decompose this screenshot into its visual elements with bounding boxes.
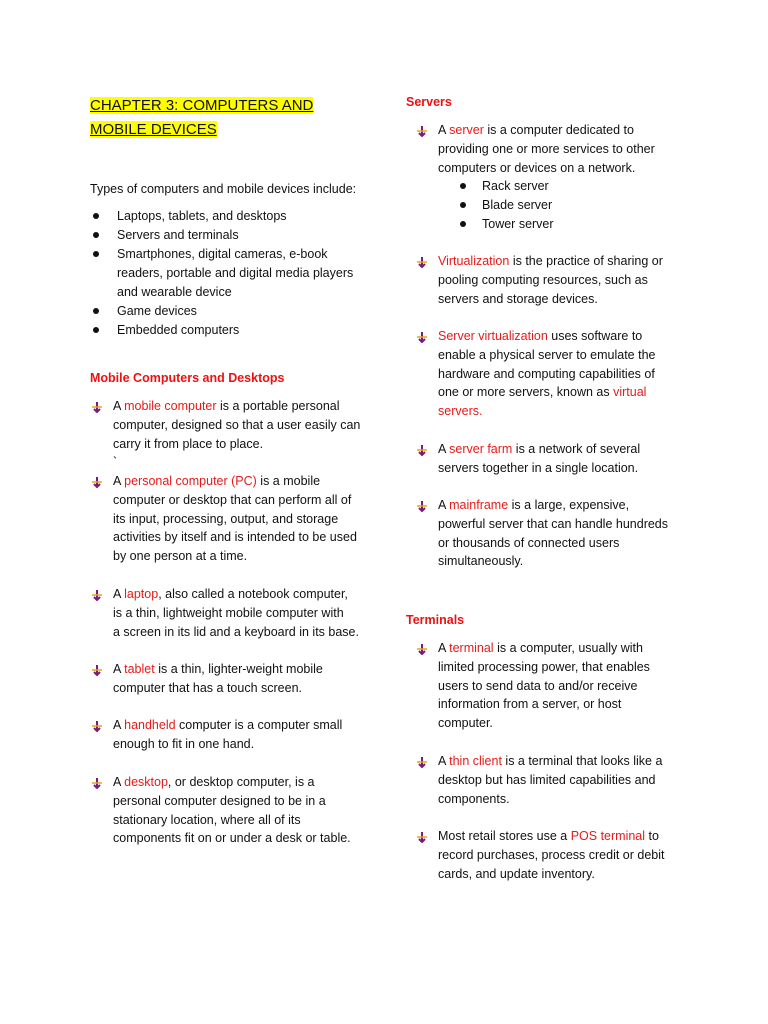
dot-bullet-icon bbox=[93, 251, 99, 257]
arrow-bullet-icon bbox=[91, 777, 103, 789]
pc-paragraph: A personal computer (PC) is a mobile computer or desktop that can perform all of its input, processing, output, and storage activities by itself and is intended to be used by one person at a time. bbox=[113, 472, 375, 566]
list-item: Smartphones, digital cameras, e-book readers, portable and digital media players and wearable device bbox=[90, 245, 353, 302]
list-item: Game devices bbox=[90, 302, 353, 321]
mobile-computer-paragraph: A mobile computer is a portable personal computer, designed so that a user easily can carry it from place to place. ` bbox=[113, 397, 375, 472]
dot-bullet-icon bbox=[93, 308, 99, 314]
server-virtualization-paragraph: Server virtualization uses software to enable a physical server to emulate the hardware and computing capabilities of one or more servers, known as virtual servers. bbox=[438, 327, 686, 421]
laptop-paragraph: A laptop, also called a notebook computer, is a thin, lightweight mobile computer with a screen in its lid and a keyboard in its base. bbox=[113, 585, 375, 641]
arrow-bullet-icon bbox=[91, 476, 103, 488]
list-item: Laptops, tablets, and desktops bbox=[90, 207, 353, 226]
intro-text: Types of computers and mobile devices include: bbox=[90, 182, 357, 196]
list-item: Rack server bbox=[458, 177, 554, 196]
dot-bullet-icon bbox=[93, 327, 99, 333]
types-list bbox=[90, 207, 353, 340]
title-line-2: MOBILE DEVICES bbox=[90, 121, 217, 138]
dot-bullet-icon bbox=[93, 213, 99, 219]
arrow-bullet-icon bbox=[416, 643, 428, 655]
server-paragraph: A server is a computer dedicated to providing one or more services to other computers or devices on a network. bbox=[438, 121, 686, 177]
arrow-bullet-icon bbox=[416, 444, 428, 456]
title-line-1: CHAPTER 3: COMPUTERS AND bbox=[90, 97, 314, 114]
virtualization-paragraph: Virtualization is the practice of sharing or pooling computing resources, such as servers and storage devices. bbox=[438, 252, 686, 308]
pos-paragraph: Most retail stores use a POS terminal to record purchases, process credit or debit cards, and update inventory. bbox=[438, 827, 686, 883]
servers-heading: Servers bbox=[406, 95, 452, 109]
tablet-paragraph: A tablet is a thin, lighter-weight mobile computer that has a touch screen. bbox=[113, 660, 375, 698]
arrow-bullet-icon bbox=[416, 125, 428, 137]
arrow-bullet-icon bbox=[416, 756, 428, 768]
arrow-bullet-icon bbox=[416, 500, 428, 512]
server-types-list bbox=[458, 177, 554, 234]
arrow-bullet-icon bbox=[416, 331, 428, 343]
list-item: Servers and terminals bbox=[90, 226, 353, 245]
chapter-title bbox=[90, 94, 313, 142]
desktop-paragraph: A desktop, or desktop computer, is a personal computer designed to be in a stationary location, where all of its components fit on or under a desk or table. bbox=[113, 773, 375, 848]
dot-bullet-icon bbox=[460, 183, 466, 189]
list-item: Embedded computers bbox=[90, 321, 353, 340]
mobile-heading: Mobile Computers and Desktops bbox=[90, 371, 285, 385]
arrow-bullet-icon bbox=[91, 664, 103, 676]
dot-bullet-icon bbox=[460, 202, 466, 208]
handheld-paragraph: A handheld computer is a computer small enough to fit in one hand. bbox=[113, 716, 375, 754]
server-farm-paragraph: A server farm is a network of several servers together in a single location. bbox=[438, 440, 686, 478]
dot-bullet-icon bbox=[93, 232, 99, 238]
arrow-bullet-icon bbox=[91, 589, 103, 601]
mainframe-paragraph: A mainframe is a large, expensive, powerful server that can handle hundreds or thousands of connected users simultaneously. bbox=[438, 496, 686, 571]
arrow-bullet-icon bbox=[91, 401, 103, 413]
list-item: Blade server bbox=[458, 196, 554, 215]
terminals-heading: Terminals bbox=[406, 613, 465, 627]
list-item: Tower server bbox=[458, 215, 554, 234]
arrow-bullet-icon bbox=[416, 256, 428, 268]
terminal-paragraph: A terminal is a computer, usually with limited processing power, that enables users to send data to and/or receive information from a server, or host computer. bbox=[438, 639, 686, 733]
thin-client-paragraph: A thin client is a terminal that looks like a desktop but has limited capabilities and components. bbox=[438, 752, 686, 808]
arrow-bullet-icon bbox=[416, 831, 428, 843]
dot-bullet-icon bbox=[460, 221, 466, 227]
arrow-bullet-icon bbox=[91, 720, 103, 732]
